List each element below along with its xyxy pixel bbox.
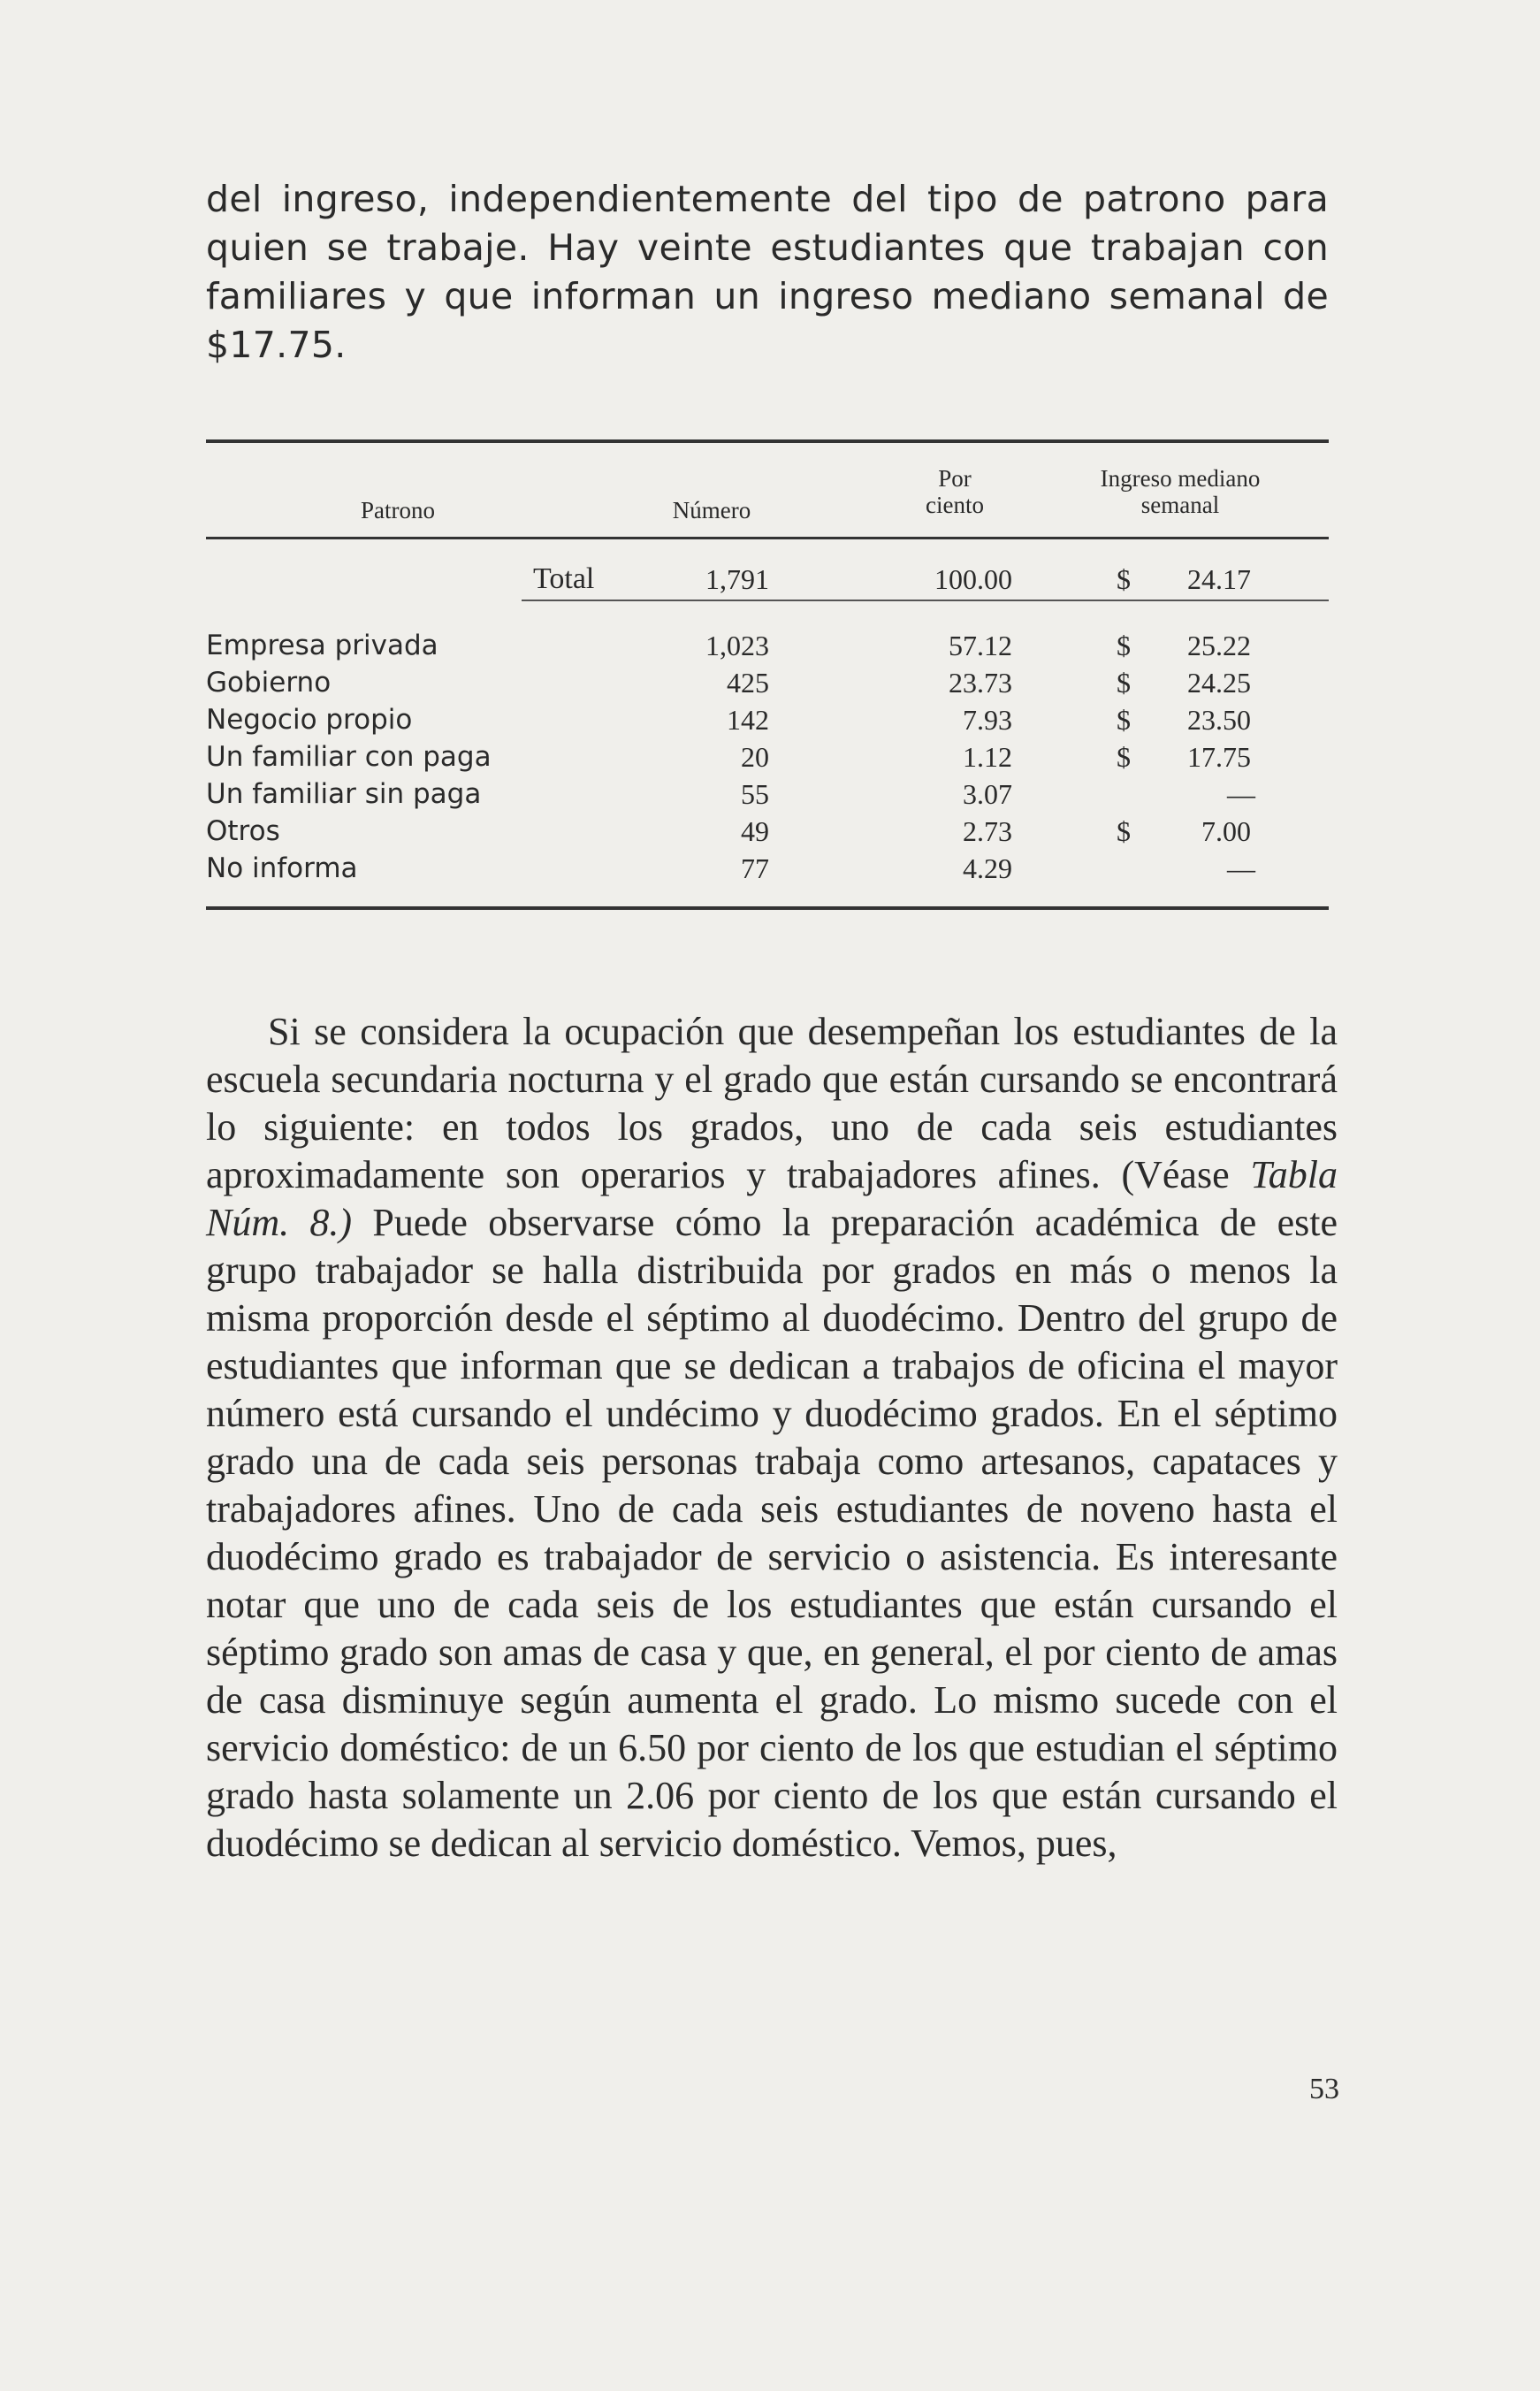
row-dollar: $ (1117, 741, 1131, 773)
row-por-ciento: 4.29 (963, 852, 1012, 884)
row-por-ciento: 23.73 (949, 667, 1012, 699)
body-paragraph (206, 1008, 1338, 1868)
row-numero: 1,023 (705, 630, 769, 661)
header-ingreso (1065, 465, 1295, 518)
row-por-ciento: 3.07 (963, 778, 1012, 810)
row-dollar: $ (1117, 667, 1131, 699)
header-por-ciento (897, 465, 1012, 518)
total-label: Total (533, 562, 595, 595)
row-label: Empresa privada (206, 630, 438, 661)
row-ingreso: 7.00 (1201, 815, 1251, 847)
row-label: Negocio propio (206, 704, 413, 736)
row-dollar: $ (1117, 815, 1131, 847)
row-ingreso: — (1227, 852, 1255, 884)
table-reference: Tabla Núm. 8.) (206, 1153, 1338, 1244)
row-ingreso: 23.50 (1187, 704, 1251, 736)
total-numero: 1,791 (705, 563, 769, 595)
header-por-ciento-line1: Por (938, 465, 972, 492)
total-por-ciento: 100.00 (934, 563, 1012, 595)
table-header-rule (206, 537, 1329, 539)
row-ingreso: 24.25 (1187, 667, 1251, 699)
row-por-ciento: 7.93 (963, 704, 1012, 736)
row-numero: 77 (741, 852, 769, 884)
header-ingreso-line1: Ingreso mediano (1100, 465, 1261, 492)
page-number: 53 (1309, 2073, 1339, 2105)
row-dollar: $ (1117, 704, 1131, 736)
row-por-ciento: 57.12 (949, 630, 1012, 661)
row-label: No informa (206, 852, 358, 884)
row-numero: 425 (727, 667, 769, 699)
header-por-ciento-line2: ciento (926, 492, 984, 518)
total-dollar: $ (1117, 563, 1131, 595)
body-text-part1: Si se considera la ocupación que desempeñan los estudiantes de la escuela secundaria nocturna y el grado que están cursando se encontrará lo siguiente: en todos los grados, uno de cada seis estudiantes aproximadamente son operarios y trabajadores afines. (Véase (206, 1010, 1338, 1196)
row-por-ciento: 2.73 (963, 815, 1012, 847)
row-numero: 142 (727, 704, 769, 736)
header-ingreso-line2: semanal (1140, 492, 1220, 518)
row-ingreso: — (1227, 778, 1255, 810)
row-label: Un familiar sin paga (206, 778, 482, 810)
row-ingreso: 17.75 (1187, 741, 1251, 773)
row-numero: 55 (741, 778, 769, 810)
row-numero: 20 (741, 741, 769, 773)
total-underline (522, 600, 1329, 601)
row-ingreso: 25.22 (1187, 630, 1251, 661)
row-dollar: $ (1117, 630, 1131, 661)
row-label: Un familiar con paga (206, 741, 492, 773)
header-patrono: Patrono (361, 497, 435, 523)
row-label: Otros (206, 815, 280, 847)
table-top-rule (206, 439, 1329, 443)
row-label: Gobierno (206, 667, 332, 699)
row-por-ciento: 1.12 (963, 741, 1012, 773)
intro-paragraph: del ingreso, independientemente del tipo de patrono para quien se trabaje. Hay veinte estudiantes que trabajan con familiares y que informan un ingreso mediano semanal de $17.75. (206, 178, 1329, 366)
body-text-part2: Puede observarse cómo la preparación académica de este grupo trabajador se halla distribuida por grados en más o menos la misma proporción desde el séptimo al duodécimo. Dentro del grupo de estudiantes que informan que se dedican a trabajos de oficina el mayor número está cursando el undécimo y duodécimo grados. En el séptimo grado una de cada seis personas trabaja como artesanos, capataces y trabajadores afines. Uno de cada seis estudiantes de noveno hasta el duodécimo grado es trabajador de servicio o asistencia. Es interesante notar que uno de cada seis de los estudiantes que están cursando el séptimo grado son amas de casa y que, en general, el por ciento de amas de casa disminuye según aumenta el grado. Lo mismo sucede con el servicio doméstico: de un 6.50 por ciento de los que estudian el séptimo grado hasta solamente un 2.06 por ciento de los que están cursando el duodécimo se dedican al servicio doméstico. Vemos, pues, (206, 1201, 1338, 1865)
row-numero: 49 (741, 815, 769, 847)
header-numero: Número (672, 497, 751, 523)
total-ingreso: 24.17 (1187, 563, 1251, 595)
table-bottom-rule (206, 906, 1329, 910)
